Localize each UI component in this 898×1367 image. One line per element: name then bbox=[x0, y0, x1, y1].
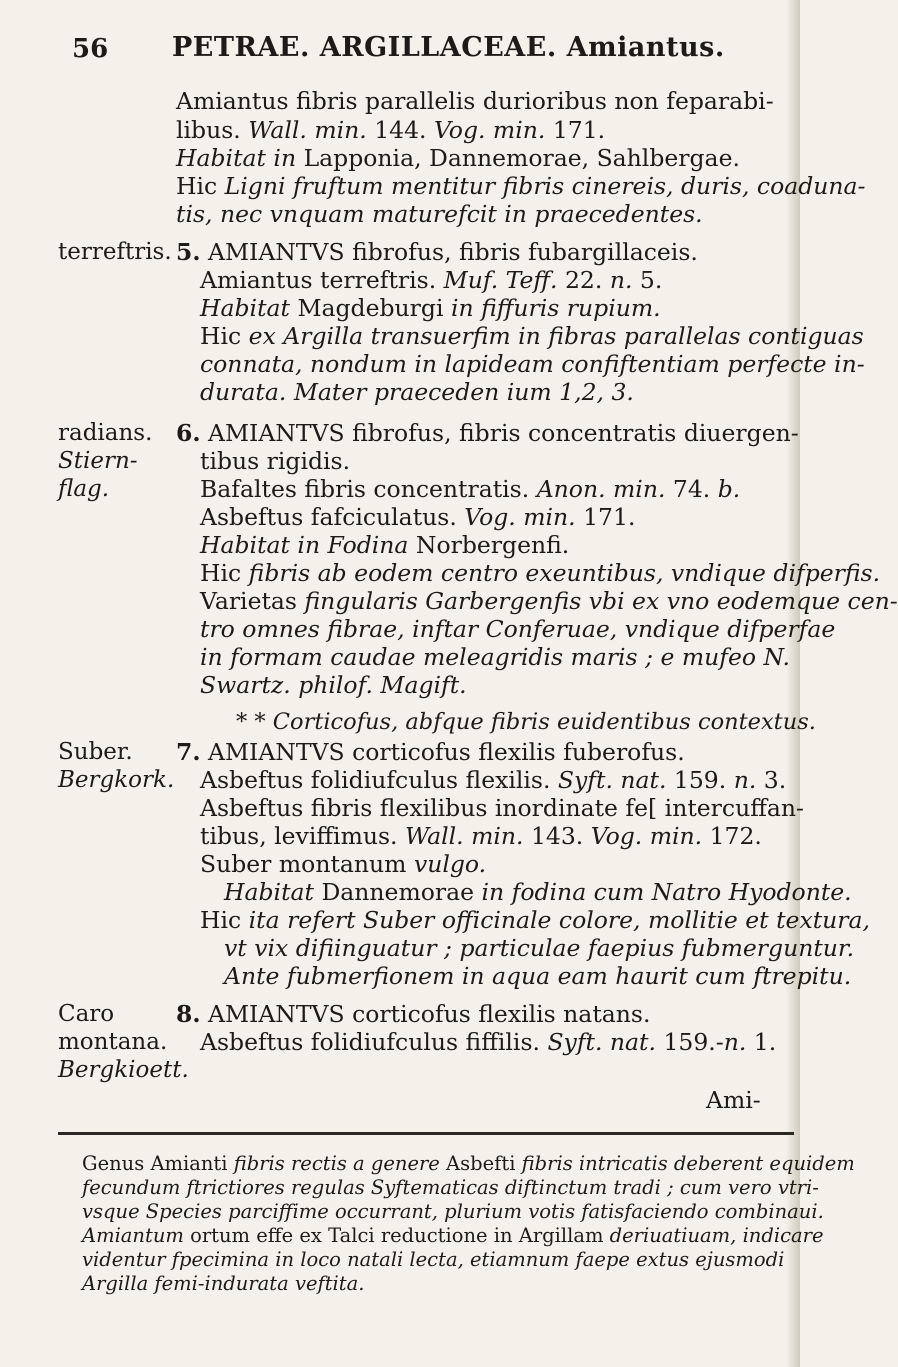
entry6-line5: Habitat in Fodina Norbergenfi. bbox=[200, 531, 570, 559]
entry5-line5: connata, nondum in lapideam confiftentiam perfecte in- bbox=[200, 350, 865, 378]
footnote-line2: fecundum ftrictiores regulas Syftematicas diftinctum tradi ; cum vero vtri- bbox=[82, 1176, 819, 1199]
footnote-rule bbox=[58, 1132, 794, 1135]
entry7-line9: Ante fubmerfionem in aqua eam haurit cum ftrepitu. bbox=[224, 962, 852, 990]
entry6-margin-name: radians. bbox=[58, 420, 153, 446]
footnote-line5: videntur fpecimina in loco natali lecta, etiamnum faepe extus ejusmodi bbox=[82, 1248, 785, 1271]
entry7-line4: tibus, leviffimus. Wall. min. 143. Vog. min. 172. bbox=[200, 822, 762, 850]
entry4-line5: tis, nec vnquam maturefcit in praecedentes. bbox=[176, 200, 703, 228]
entry6-line7: Varietas fingularis Garbergenfis vbi ex vno eodemque cen- bbox=[200, 587, 898, 615]
entry7-line2: Asbeftus folidiufculus flexilis. Syft. nat. 159. n. 3. bbox=[200, 766, 787, 794]
entry4-line1: Amiantus fibris parallelis durioribus non feparabi- bbox=[176, 87, 774, 115]
entry7-line3: Asbeftus fibris flexilibus inordinate fe[ intercuffan- bbox=[200, 794, 804, 822]
footnote-line3: vsque Species parciffime occurrant, plurium votis fatisfaciendo combinaui. bbox=[82, 1200, 824, 1223]
entry4-line4: Hic Ligni fruftum mentitur fibris cinereis, duris, coaduna- bbox=[176, 172, 866, 200]
footnote-line4: Amiantum ortum effe ex Talci reductione in Argillam deriuatiuam, indicare bbox=[82, 1224, 824, 1247]
entry7-line7: Hic ita refert Suber officinale colore, mollitie et textura, bbox=[200, 906, 870, 934]
running-title: PETRAE. ARGILLACEAE. Amiantus. bbox=[172, 32, 725, 63]
entry6-line2: tibus rigidis. bbox=[200, 447, 351, 475]
footnote-line6: Argilla femi-indurata veftita. bbox=[82, 1272, 365, 1295]
entry8-number: 8. bbox=[176, 1000, 201, 1028]
entry5-line4: Hic ex Argilla transuerfim in fibras parallelas contiguas bbox=[200, 322, 864, 350]
entry7-margin-common: Bergkork. bbox=[58, 767, 175, 793]
entry4-line2: libus. Wall. min. 144. Vog. min. 171. bbox=[176, 116, 606, 144]
entry7-line5: Suber montanum vulgo. bbox=[200, 850, 487, 878]
entry6-margin-common-2: flag. bbox=[58, 476, 110, 502]
footnote-line1: Genus Amianti fibris rectis a genere Asbefti fibris intricatis deberent equidem bbox=[82, 1152, 855, 1175]
entry6-number: 6. bbox=[176, 419, 201, 447]
entry5-line3: Habitat Magdeburgi in fiffuris rupium. bbox=[200, 294, 661, 322]
entry5-number: 5. bbox=[176, 238, 201, 266]
entry8-margin-name: Caro bbox=[58, 1001, 115, 1027]
entry8-margin-common: Bergkioett. bbox=[58, 1057, 189, 1083]
entry7-line1: 7. AMIANTVS corticofus flexilis fuberofus. bbox=[176, 738, 685, 766]
entry6-line6: Hic fibris ab eodem centro exeuntibus, vndique difperfis. bbox=[200, 559, 881, 587]
entry6-margin-common: Stiern- bbox=[58, 448, 138, 474]
entry4-line3: Habitat in Lapponia, Dannemorae, Sahlbergae. bbox=[176, 144, 740, 172]
page-number: 56 bbox=[72, 34, 109, 64]
entry5-line2: Amiantus terreftris. Muf. Teff. 22. n. 5. bbox=[200, 266, 663, 294]
entry6-line1: 6. AMIANTVS fibrofus, fibris concentratis diuergen- bbox=[176, 419, 799, 447]
entry7-line6: Habitat Dannemorae in fodina cum Natro Hyodonte. bbox=[224, 878, 852, 906]
entry7-line8: vt vix difiinguatur ; particulae faepius fubmerguntur. bbox=[224, 934, 855, 962]
page-header bbox=[60, 30, 760, 70]
entry7-number: 7. bbox=[176, 738, 201, 766]
entry6-line8: tro omnes fibrae, inftar Conferuae, vndique difperfae bbox=[200, 615, 836, 643]
entry6-line3: Bafaltes fibris concentratis. Anon. min. 74. b. bbox=[200, 475, 741, 503]
entry6-line9: in formam caudae meleagridis maris ; e mufeo N. bbox=[200, 643, 791, 671]
entry8-margin-name-2: montana. bbox=[58, 1029, 168, 1055]
entry5-line6: durata. Mater praeceden ium 1,2, 3. bbox=[200, 378, 634, 406]
section-heading: * * Corticofus, abfque fibris euidentibus contextus. bbox=[236, 709, 816, 735]
entry8-line2: Asbeftus folidiufculus fiffilis. Syft. nat. 159.-n. 1. bbox=[200, 1028, 777, 1056]
entry6-line4: Asbeftus fafciculatus. Vog. min. 171. bbox=[200, 503, 636, 531]
catchword: Ami- bbox=[706, 1086, 761, 1114]
entry6-line10: Swartz. philof. Magift. bbox=[200, 671, 467, 699]
entry5-line1: 5. AMIANTVS fibrofus, fibris fubargillaceis. bbox=[176, 238, 698, 266]
entry8-line1: 8. AMIANTVS corticofus flexilis natans. bbox=[176, 1000, 651, 1028]
entry7-margin-name: Suber. bbox=[58, 739, 133, 765]
entry5-margin-name: terreftris. bbox=[58, 239, 172, 265]
